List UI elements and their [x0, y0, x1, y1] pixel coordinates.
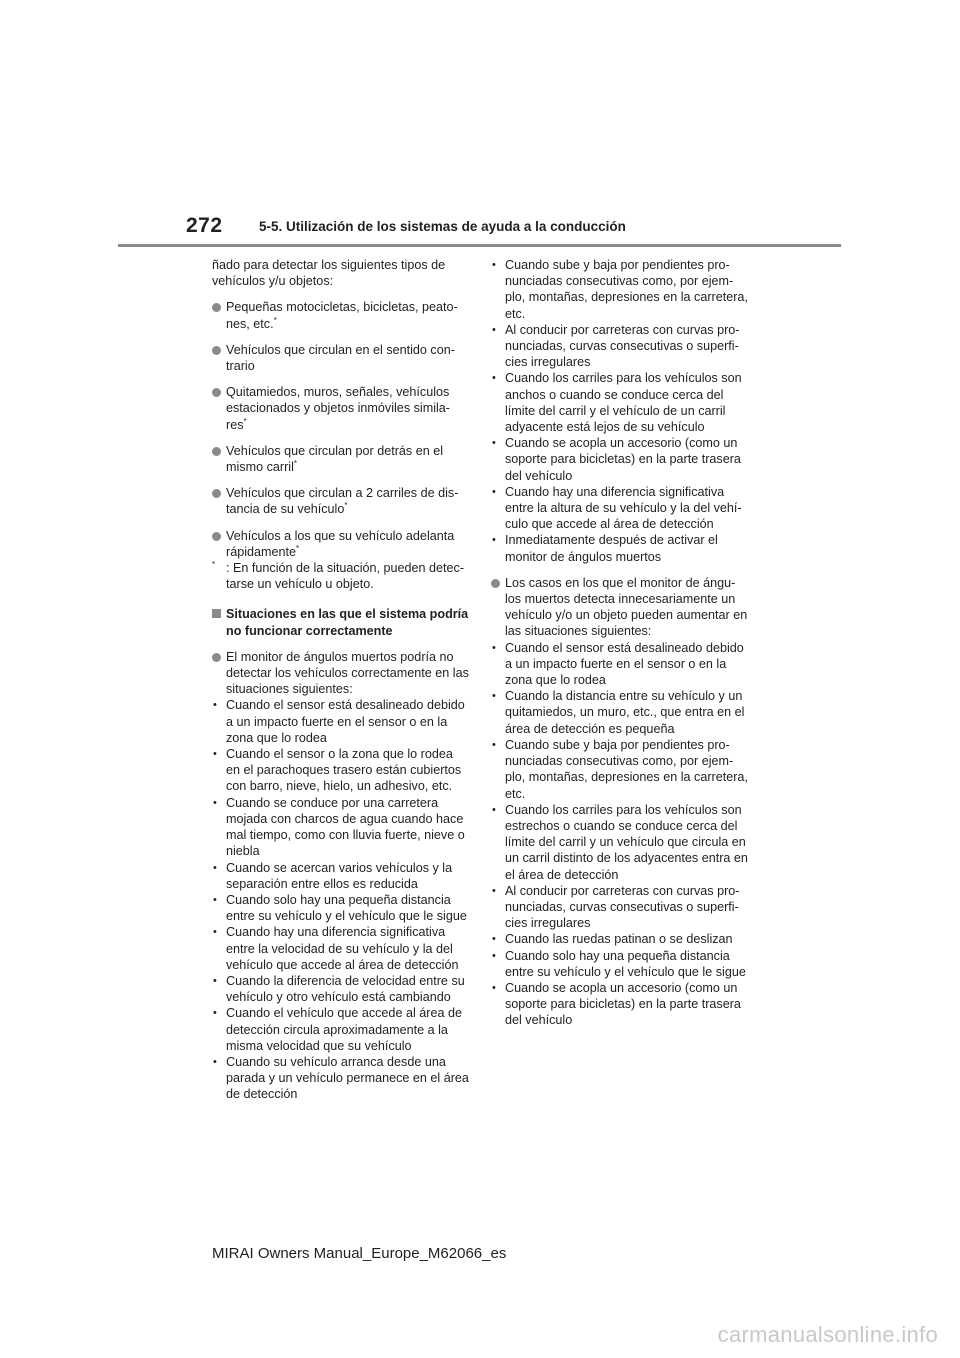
false-detection-list: [491, 640, 749, 1029]
list-item: • Cuando su vehículo arranca desde una parada y un vehículo permanece en el área de detección: [212, 1054, 470, 1103]
list-item: • Cuando solo hay una pequeña distancia entre su vehículo y el vehículo que le sigue: [491, 948, 749, 980]
list-item: • Cuando la diferencia de velocidad entre su vehículo y otro vehículo está cambiando: [212, 973, 470, 1005]
list-item: • Cuando se acercan varios vehículos y la separación entre ellos es reducida: [212, 860, 470, 892]
detect-item: [212, 342, 470, 374]
list-item: • Cuando sube y baja por pendientes pro-nunciadas consecutivas como, por ejem-plo, montañas, depresiones en la carretera, etc.: [491, 257, 749, 322]
circle-bullet-icon: [212, 489, 221, 498]
list-item: • Inmediatamente después de activar el monitor de ángulos muertos: [491, 532, 749, 564]
fail-intro-text: El monitor de ángulos muertos podría no detectar los vehículos correctamente en las situaciones siguientes:: [226, 649, 469, 697]
list-item: • Cuando la distancia entre su vehículo y un quitamiedos, un muro, etc., que entra en el área de detección es pequeña: [491, 688, 749, 737]
detect-item-text: Quitamiedos, muros, señales, vehículos estacionados y objetos inmóviles simila-res: [226, 385, 450, 432]
page-number: 272: [186, 214, 223, 237]
intro-paragraph: ñado para detectar los siguientes tipos de vehículos y/u objetos:: [212, 258, 446, 289]
manual-footer: MIRAI Owners Manual_Europe_M62066_es: [212, 1245, 507, 1262]
circle-bullet-icon: [212, 346, 221, 355]
header-divider: [118, 244, 841, 247]
detect-item-text: Vehículos que circulan a 2 carriles de dis-tancia de su vehículo: [226, 486, 459, 517]
right-column: [491, 257, 749, 1039]
detect-item: [212, 299, 470, 331]
detect-item-text: Vehículos que circulan en el sentido con-trario: [226, 342, 455, 374]
detect-item-text: Vehículos a los que su vehículo adelanta rápidamente: [226, 528, 455, 559]
detect-item: [212, 485, 470, 517]
square-bullet-icon: [212, 609, 221, 618]
list-item: • Cuando el sensor está desalineado debido a un impacto fuerte en el sensor o en la zona que lo rodea: [491, 640, 749, 689]
fail-situations-list: [212, 697, 470, 1102]
circle-bullet-icon: [212, 303, 221, 312]
list-item: • Al conducir por carreteras con curvas pro-nunciadas, curvas consecutivas o superfi-cies irregulares: [491, 322, 749, 371]
detect-item-text: Pequeñas motocicletas, bicicletas, peato-nes, etc.: [226, 300, 458, 331]
list-item: • Al conducir por carreteras con curvas pro-nunciadas, curvas consecutivas o superfi-cies irregulares: [491, 883, 749, 932]
watermark: carmanualsonline.info: [717, 1322, 938, 1347]
list-item: • Cuando sube y baja por pendientes pro-nunciadas consecutivas como, por ejem-plo, montañas, depresiones en la carretera, etc.: [491, 737, 749, 802]
list-item: • Cuando el sensor o la zona que lo rodea en el parachoques trasero están cubiertos con barro, nieve, hielo, un adhesivo, etc.: [212, 746, 470, 795]
circle-bullet-icon: [212, 388, 221, 397]
section-title: 5-5. Utilización de los sistemas de ayuda a la conducción: [259, 219, 626, 234]
footnote-mark: *: [212, 559, 216, 569]
list-item: • Cuando se conduce por una carretera mojada con charcos de agua cuando hace mal tiempo, como con lluvia fuerte, nieve o niebla: [212, 795, 470, 860]
list-item: • Cuando los carriles para los vehículos son estrechos o cuando se conduce cerca del límite del carril y un vehículo que circula en un carril distinto de los adyacentes entra en el área de detección: [491, 802, 749, 883]
detect-item: [212, 528, 470, 560]
false-detection-intro-text: Los casos en los que el monitor de ángu-los muertos detecta innecesariamente un vehículo y/o un objeto pueden aumentar en las situaciones siguientes:: [505, 575, 748, 639]
detect-item: [212, 384, 470, 433]
list-item: • Cuando el sensor está desalineado debido a un impacto fuerte en el sensor o en la zona que lo rodea: [212, 697, 470, 746]
circle-bullet-icon: [212, 447, 221, 456]
asterisk-mark: *: [293, 458, 297, 468]
list-item: • Cuando las ruedas patinan o se deslizan: [491, 931, 749, 947]
asterisk-mark: *: [296, 543, 300, 553]
fail-intro: [212, 649, 470, 698]
asterisk-mark: *: [243, 416, 247, 426]
footnote-text: : En función de la situación, pueden detec-tarse un vehículo u objeto.: [226, 561, 465, 592]
subsection-heading: [212, 606, 470, 638]
false-detection-intro: [491, 575, 749, 640]
list-item: • Cuando los carriles para los vehículos son anchos o cuando se conduce cerca del límite del carril y el vehículo de un carril adyacente está lejos de su vehículo: [491, 370, 749, 435]
asterisk-mark: *: [344, 501, 348, 511]
circle-bullet-icon: [491, 579, 500, 588]
circle-bullet-icon: [212, 653, 221, 662]
list-item: • Cuando solo hay una pequeña distancia entre su vehículo y el vehículo que le sigue: [212, 892, 470, 924]
list-item: • Cuando hay una diferencia significativa entre la velocidad de su vehículo y la del vehículo que accede al área de detección: [212, 924, 470, 973]
circle-bullet-icon: [212, 532, 221, 541]
list-item: • Cuando se acopla un accesorio (como un soporte para bicicletas) en la parte trasera del vehículo: [491, 435, 749, 484]
list-item: • Cuando se acopla un accesorio (como un soporte para bicicletas) en la parte trasera del vehículo: [491, 980, 749, 1029]
continued-situations-list: [491, 257, 749, 565]
subsection-heading-text: Situaciones en las que el sistema podría no funcionar correctamente: [226, 607, 469, 638]
list-item: • Cuando el vehículo que accede al área de detección circula aproximadamente a la misma velocidad que su vehículo: [212, 1005, 470, 1054]
left-column: [212, 257, 470, 1113]
detect-item-text: Vehículos que circulan por detrás en el mismo carril: [226, 443, 444, 475]
detect-item: [212, 443, 470, 475]
asterisk-mark: *: [273, 315, 277, 325]
list-item: • Cuando hay una diferencia significativa entre la altura de su vehículo y la del vehí-culo que accede al área de detección: [491, 484, 749, 533]
footnote: [212, 560, 470, 592]
